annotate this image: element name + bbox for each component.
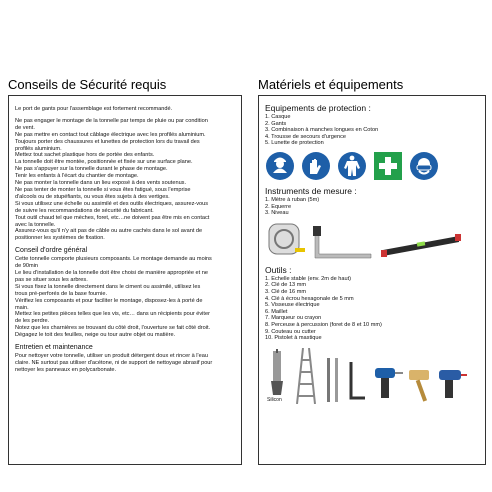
text-line: de les perdre. bbox=[15, 318, 50, 325]
list-item: 1. Casque bbox=[265, 114, 291, 120]
order-title: Conseil d'ordre général bbox=[15, 247, 88, 255]
list-item: 3. Combinaison à manches longues en Coton bbox=[265, 127, 379, 134]
silicon-label: Silicon bbox=[267, 396, 282, 403]
list-item: 2. Gants bbox=[265, 120, 287, 127]
text-line: positionner les systèmes de fixation. bbox=[15, 235, 105, 242]
text-line: main. bbox=[15, 304, 29, 311]
safety-heading: Conseils de Sécurité requis bbox=[8, 77, 167, 92]
tape-measure-icon bbox=[265, 220, 305, 260]
list-item: 8. Perceuse à percussion (foret de 8 et 10 mm) bbox=[265, 321, 382, 328]
protection-title: Equipements de protection : bbox=[265, 103, 371, 113]
text-line: de 90min bbox=[15, 263, 39, 270]
wrench-icon bbox=[323, 354, 343, 404]
text-line: pas se situer sous les arbres. bbox=[15, 276, 88, 283]
protection-list bbox=[265, 114, 479, 147]
mesure-list bbox=[265, 197, 479, 217]
safety-rules bbox=[15, 118, 235, 242]
list-item: 4. Trousse de secours d'urgence bbox=[265, 133, 346, 140]
first-aid-icon bbox=[373, 151, 403, 181]
text-line: avec la tonnelle. bbox=[15, 221, 56, 228]
text-line: Le lieu d'installation de la tonnelle doit être choisi de manière appropriée et ne bbox=[15, 270, 208, 277]
text-line: Vérifiez les composants et pour faciliter le montage, disposez-les à porté de bbox=[15, 297, 203, 304]
list-item: 1. Echelle stable (env. 2m de haut) bbox=[265, 275, 352, 282]
text-line: Si vous utilisez une échelle ou assimilé et des outils électriques, assurez-vous bbox=[15, 200, 209, 207]
text-line: Ne pas monter la tonnelle dans un lieu exposé à des vents soutenus. bbox=[15, 180, 187, 187]
equipment-heading: Matériels et équipements bbox=[258, 77, 404, 92]
list-item: 2. Equerre bbox=[265, 203, 292, 210]
text-line: Assurez-vous qu'il n'y ait pas de câble ou autre cachés dans le sol avant de bbox=[15, 228, 203, 235]
list-item: 5. Lunette de protection bbox=[265, 140, 324, 147]
coverall-icon bbox=[337, 151, 367, 181]
equipment-panel bbox=[258, 95, 486, 465]
safety-panel bbox=[8, 95, 242, 465]
mesure-title: Instruments de mesure : bbox=[265, 185, 357, 196]
text-line: Mettez les petites pièces telles que les vis, etc… dans un récipients pour éviter bbox=[15, 311, 210, 318]
text-line: Dégagez le toit des feuilles, neige ou tour autre objet ou matière. bbox=[15, 332, 176, 339]
list-item: 5. Visseuse électrique bbox=[265, 302, 320, 309]
text-line: nettoyer les panneaux en polycarbonate. bbox=[15, 366, 117, 373]
text-line: Toujours porter des chaussures et lunettes de protection lors du travail des bbox=[15, 138, 200, 145]
hex-key-icon bbox=[347, 358, 369, 404]
list-item: 2. Clé de 13 mm bbox=[265, 282, 307, 289]
ladder-icon bbox=[293, 348, 319, 404]
text-line: d'alcools ou de stupéfiants, ou vous êtes sujets à des vertiges. bbox=[15, 193, 170, 200]
gloves-recommendation: Le port de gants pour l'assemblage est fortement recommandé. bbox=[15, 106, 173, 112]
tools-list bbox=[265, 276, 479, 342]
text-line: Notez que les charnières se trouvant du côté droit, l'ouverture se fait côté droit. bbox=[15, 325, 211, 332]
text-line: Ne pas engager le montage de la tonnelle par temps de pluie ou par condition bbox=[15, 117, 208, 124]
text-line: La tonnelle doit être montée, positionnée et fixée sur une surface plane. bbox=[15, 159, 193, 166]
text-line: de vent. bbox=[15, 124, 35, 131]
caulk-gun-block bbox=[265, 349, 289, 404]
text-line: Ne pas s'appuyer sur la tonnelle durant le phase de montage. bbox=[15, 166, 168, 173]
square-icon bbox=[313, 224, 373, 260]
mallet-icon bbox=[407, 364, 433, 404]
order-advice bbox=[15, 256, 235, 339]
list-item: 7. Marqueur ou crayon bbox=[265, 315, 322, 322]
list-item: 4. Clé à écrou hexagonale de 5 mm bbox=[265, 295, 354, 302]
tools-images bbox=[265, 348, 479, 404]
text-line: Cette tonnelle comporte plusieurs composants. Le montage demande au moins bbox=[15, 256, 212, 263]
hammer-drill-icon bbox=[437, 364, 467, 404]
goggles-icon bbox=[409, 151, 439, 181]
list-item: 6. Maillet bbox=[265, 308, 288, 315]
text-line: de suivre les recommandations de sécurité du fabricant. bbox=[15, 207, 154, 214]
text-line: Tout outil chaud tel que mèches, foret, etc…ne doivent pas être mis en contact bbox=[15, 214, 210, 221]
text-line: Mettez tout sachet plastique hors de portée des enfants. bbox=[15, 152, 155, 159]
caulk-gun-icon bbox=[265, 349, 289, 399]
maintenance-advice bbox=[15, 353, 235, 374]
text-line: profilés aluminium. bbox=[15, 145, 62, 152]
level-icon bbox=[381, 230, 461, 260]
tools-title: Outils : bbox=[265, 264, 292, 275]
text-line: Si vous fixez la tonnelle directement dans le ciment ou assimilé, utilisez les bbox=[15, 283, 201, 290]
list-item: 3. Niveau bbox=[265, 210, 289, 217]
protection-icons bbox=[265, 151, 479, 181]
text-line: Pour nettoyer votre tonnelle, utiliser un produit détergent doux et rincer à l'eau bbox=[15, 353, 208, 360]
list-item: 1. Mètre à ruban (5m) bbox=[265, 196, 320, 203]
list-item: 9. Couteau ou cutter bbox=[265, 328, 316, 335]
text-line: claire. NE surtout pas utiliser d'acétone, ni de support de nettoyage abrasif pour bbox=[15, 360, 213, 366]
mesure-images bbox=[265, 220, 479, 260]
text-line: trous pré-perforés de la base fournie. bbox=[15, 290, 108, 297]
screwdriver-drill-icon bbox=[373, 364, 403, 404]
helmet-icon bbox=[265, 151, 295, 181]
text-line: Tenir les enfants à l'écart du chantier de montage. bbox=[15, 173, 139, 180]
gloves-icon bbox=[301, 151, 331, 181]
maintenance-title: Entretien et maintenance bbox=[15, 344, 93, 352]
list-item: 10. Pistolet à mastique bbox=[265, 335, 322, 342]
list-item: 3. Clé de 16 mm bbox=[265, 288, 307, 295]
text-line: Ne pas tenter de monter la tonnelle si vous êtes fatigué, sous l'emprise bbox=[15, 186, 191, 193]
text-line: Ne pas mettre en contact tout câblage électrique avec les profilés aluminium. bbox=[15, 131, 206, 138]
